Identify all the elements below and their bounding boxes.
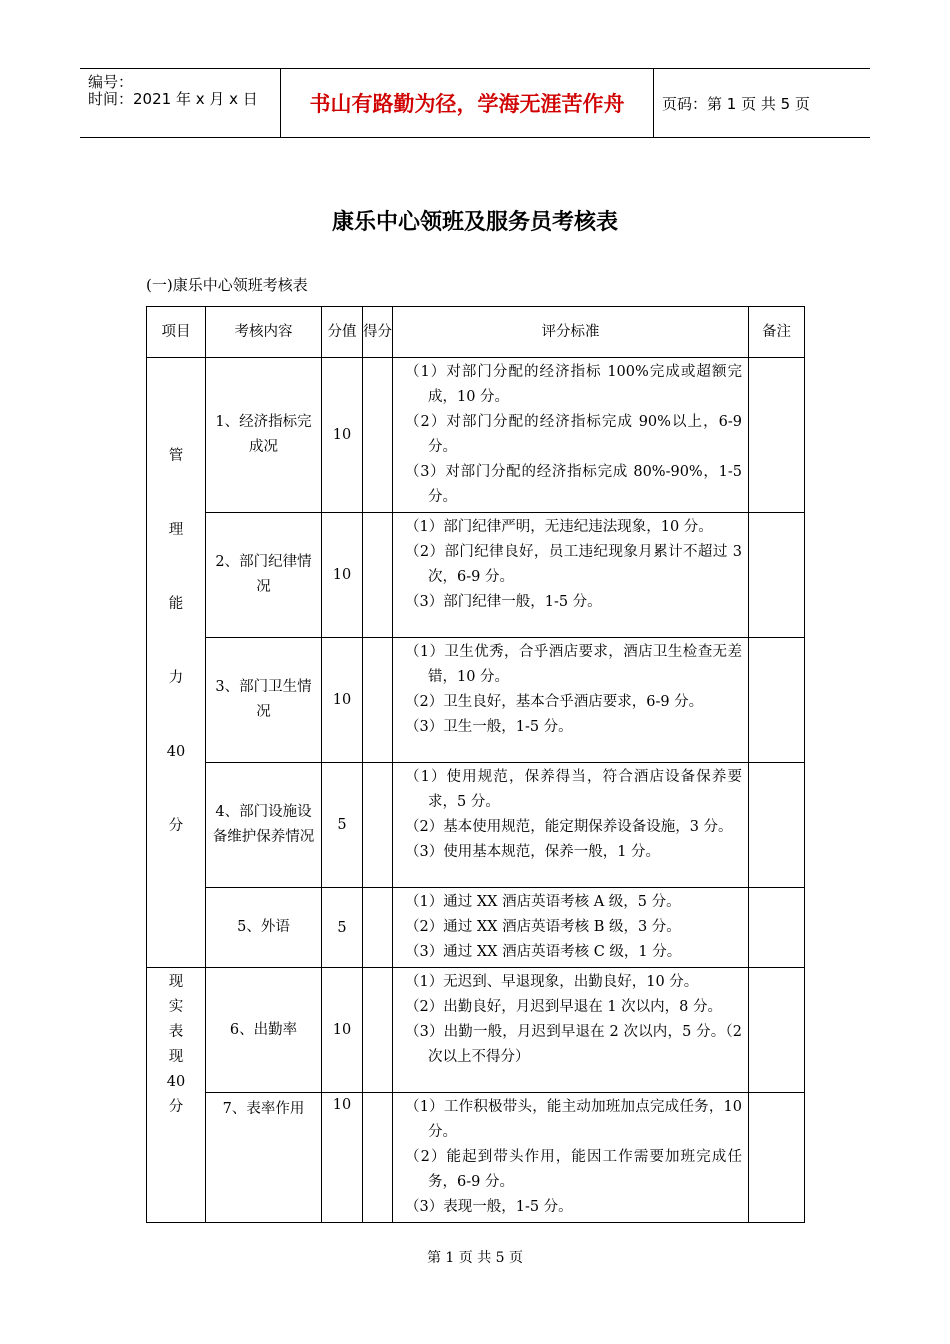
col-header-got: 得分 xyxy=(363,307,393,358)
document-title: 康乐中心领班及服务员考核表 xyxy=(331,210,618,235)
score-cell: 10 xyxy=(322,968,363,1093)
criteria-line: （1）工作积极带头，能主动加班加点完成任务，10 分。 xyxy=(405,1099,742,1140)
col-header-criteria: 评分标准 xyxy=(393,307,749,358)
assessment-table xyxy=(146,306,805,1223)
criteria-line: （2）通过 XX 酒店英语考核 B 级，3 分。 xyxy=(405,919,681,935)
criteria-line: （2）卫生良好，基本合乎酒店要求，6-9 分。 xyxy=(405,694,704,710)
code-label: 编号： xyxy=(88,73,134,91)
item-cell: 6、出勤率 xyxy=(206,968,322,1093)
category-char: 能 xyxy=(168,596,184,612)
criteria-cell xyxy=(393,638,749,763)
criteria-line: （2）基本使用规范，能定期保养设备设施，3 分。 xyxy=(405,819,733,835)
got-cell[interactable] xyxy=(363,968,393,1093)
page-header xyxy=(80,68,870,138)
table-header-row xyxy=(147,307,805,358)
category-char: 现 xyxy=(168,1049,184,1065)
criteria-line: （2）部门纪律良好，员工违纪现象月累计不超过 3 次，6-9 分。 xyxy=(405,544,742,585)
table-row xyxy=(147,968,805,1093)
page-footer: 第 1 页 共 5 页 xyxy=(426,1250,524,1266)
category-management xyxy=(147,358,206,968)
header-meta xyxy=(80,69,280,137)
date-label: 时间：2021 年 x 月 x 日 xyxy=(88,90,258,108)
criteria-cell xyxy=(393,968,749,1093)
criteria-line: （3）表现一般，1-5 分。 xyxy=(405,1199,573,1215)
criteria-line: （3）通过 XX 酒店英语考核 C 级，1 分。 xyxy=(405,944,682,960)
header-page-label: 页码：第 1 页 共 5 页 xyxy=(662,94,810,113)
category-char: 理 xyxy=(168,522,184,538)
criteria-cell xyxy=(393,888,749,968)
remark-cell[interactable] xyxy=(749,968,805,1093)
category-char: 表 xyxy=(168,1024,184,1040)
item-cell: 2、部门纪律情况 xyxy=(206,513,322,638)
score-cell: 5 xyxy=(322,888,363,968)
remark-cell[interactable] xyxy=(749,888,805,968)
score-cell: 10 xyxy=(322,513,363,638)
criteria-line: （3）部门纪律一般，1-5 分。 xyxy=(405,594,602,610)
table-row xyxy=(147,638,805,763)
got-cell[interactable] xyxy=(363,513,393,638)
criteria-line: （1）对部门分配的经济指标 100%完成或超额完成，10 分。 xyxy=(405,364,742,405)
score-cell: 10 xyxy=(322,358,363,513)
remark-cell[interactable] xyxy=(749,358,805,513)
item-cell: 7、表率作用 xyxy=(206,1093,322,1223)
got-cell[interactable] xyxy=(363,358,393,513)
criteria-line: （2）出勤良好，月迟到早退在 1 次以内，8 分。 xyxy=(405,999,723,1015)
category-char: 实 xyxy=(168,999,184,1015)
criteria-line: （3）对部门分配的经济指标完成 80%-90%，1-5 分。 xyxy=(405,464,742,505)
criteria-line: （3）使用基本规范，保养一般，1 分。 xyxy=(405,844,661,860)
score-cell: 10 xyxy=(322,1093,363,1223)
remark-cell[interactable] xyxy=(749,513,805,638)
item-cell: 4、部门设施设备维护保养情况 xyxy=(206,763,322,888)
category-char: 40 xyxy=(166,744,186,760)
table-row xyxy=(147,763,805,888)
category-char: 现 xyxy=(168,974,184,990)
category-char: 力 xyxy=(168,670,184,686)
remark-cell[interactable] xyxy=(749,763,805,888)
section-subtitle: (一)康乐中心领班考核表 xyxy=(146,276,308,294)
criteria-line: （1）卫生优秀，合乎酒店要求，酒店卫生检查无差错，10 分。 xyxy=(405,644,742,685)
col-header-remark: 备注 xyxy=(749,307,805,358)
criteria-line: （1）无迟到、早退现象，出勤良好，10 分。 xyxy=(405,974,699,990)
category-char: 分 xyxy=(168,818,184,834)
header-motto: 书山有路勤为径，学海无涯苦作舟 xyxy=(280,69,654,137)
remark-cell[interactable] xyxy=(749,1093,805,1223)
got-cell[interactable] xyxy=(363,638,393,763)
col-header-score: 分值 xyxy=(322,307,363,358)
got-cell[interactable] xyxy=(363,1093,393,1223)
col-header-content: 考核内容 xyxy=(206,307,322,358)
category-char: 分 xyxy=(168,1099,184,1115)
item-cell: 1、经济指标完成况 xyxy=(206,358,322,513)
table-row xyxy=(147,888,805,968)
criteria-line: （1）通过 XX 酒店英语考核 A 级，5 分。 xyxy=(405,894,681,910)
table-row xyxy=(147,1093,805,1223)
col-header-project: 项目 xyxy=(147,307,206,358)
criteria-line: （2）能起到带头作用，能因工作需要加班完成任务，6-9 分。 xyxy=(405,1149,742,1190)
score-cell: 5 xyxy=(322,763,363,888)
criteria-line: （1）使用规范，保养得当，符合酒店设备保养要求，5 分。 xyxy=(405,769,742,810)
got-cell[interactable] xyxy=(363,763,393,888)
table-row xyxy=(147,358,805,513)
got-cell[interactable] xyxy=(363,888,393,968)
item-cell: 5、外语 xyxy=(206,888,322,968)
remark-cell[interactable] xyxy=(749,638,805,763)
table-row xyxy=(147,513,805,638)
criteria-line: （2）对部门分配的经济指标完成 90%以上，6-9 分。 xyxy=(405,414,742,455)
criteria-line: （3）卫生一般，1-5 分。 xyxy=(405,719,573,735)
category-char: 40 xyxy=(166,1074,186,1090)
criteria-cell xyxy=(393,763,749,888)
criteria-cell xyxy=(393,1093,749,1223)
item-cell: 3、部门卫生情况 xyxy=(206,638,322,763)
criteria-cell xyxy=(393,358,749,513)
category-performance xyxy=(147,968,206,1223)
criteria-line: （3）出勤一般，月迟到早退在 2 次以内，5 分。（2 次以上不得分） xyxy=(405,1024,742,1065)
criteria-line: （1）部门纪律严明，无违纪违法现象，10 分。 xyxy=(405,519,713,535)
category-char: 管 xyxy=(168,448,184,464)
score-cell: 10 xyxy=(322,638,363,763)
criteria-cell xyxy=(393,513,749,638)
